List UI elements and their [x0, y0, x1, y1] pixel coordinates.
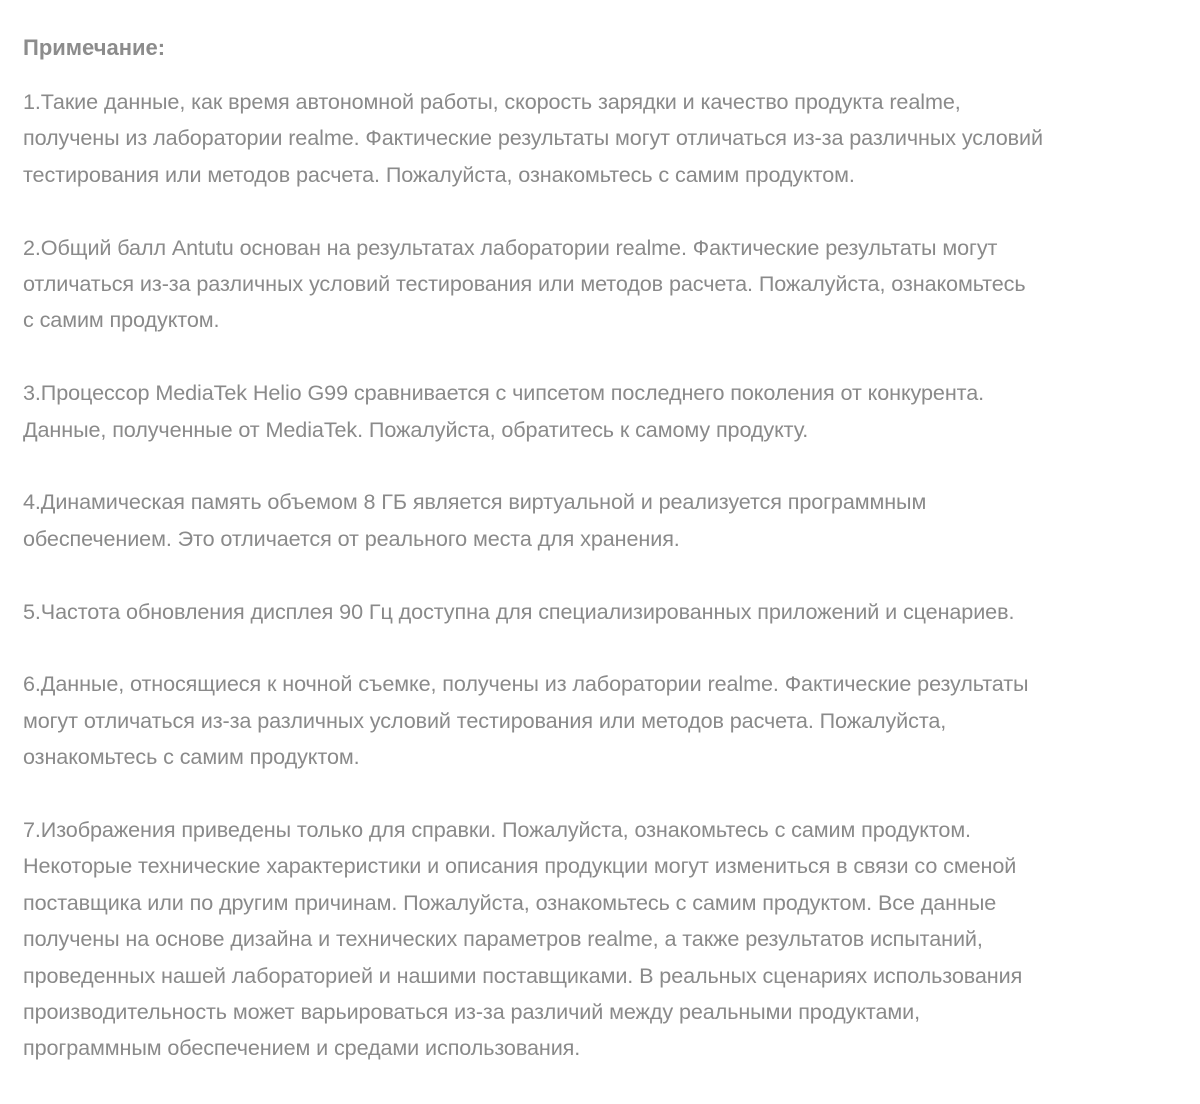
- note-line: 7.Изображения приведены только для справки. Пожалуйста, ознакомьтесь с самим продуктом.: [23, 817, 971, 843]
- note-line: ознакомьтесь с самим продуктом.: [23, 744, 360, 770]
- note-line: получены из лаборатории realme. Фактические результаты могут отличаться из-за различных условий: [23, 125, 1043, 151]
- note-item-7: [23, 812, 1188, 1067]
- note-line: 5.Частота обновления дисплея 90 Гц доступна для специализированных приложений и сценариев.: [23, 598, 1015, 624]
- note-line: Данные, полученные от MediaTek. Пожалуйста, обратитесь к самому продукту.: [23, 416, 809, 442]
- notes-section: [23, 30, 1188, 1103]
- note-line: с самим продуктом.: [23, 307, 220, 333]
- note-line: могут отличаться из-за различных условий тестирования или методов расчета. Пожалуйста,: [23, 707, 947, 733]
- note-line: 2.Общий балл Antutu основан на результатах лаборатории realme. Фактические результаты могут: [23, 234, 998, 260]
- note-line: 4.Динамическая память объемом 8 ГБ является виртуальной и реализуется программным: [23, 489, 927, 515]
- note-item-6: [23, 666, 1188, 775]
- note-line: Некоторые технические характеристики и описания продукции могут измениться в связи со сменой: [23, 853, 1017, 879]
- note-line: обеспечением. Это отличается от реального места для хранения.: [23, 525, 680, 551]
- note-item-5: [23, 594, 1188, 630]
- note-line: 6.Данные, относящиеся к ночной съемке, получены из лаборатории realme. Фактические результаты: [23, 671, 1029, 697]
- note-item-3: [23, 375, 1188, 448]
- note-line: отличаться из-за различных условий тестирования или методов расчета. Пожалуйста, ознакомьтесь: [23, 271, 1026, 297]
- note-item-1: [23, 84, 1188, 193]
- note-line: 1.Такие данные, как время автономной работы, скорость зарядки и качество продукта realme,: [23, 89, 961, 114]
- notes-title: Примечание:: [23, 35, 166, 60]
- note-item-4: [23, 484, 1188, 557]
- note-line: тестирования или методов расчета. Пожалуйста, ознакомьтесь с самим продуктом.: [23, 161, 855, 187]
- note-line: поставщика или по другим причинам. Пожалуйста, ознакомьтесь с самим продуктом. Все данные: [23, 889, 997, 915]
- note-line: программным обеспечением и средами использования.: [23, 1035, 581, 1061]
- note-line: проведенных нашей лабораторией и нашими поставщиками. В реальных сценариях использования: [23, 962, 1023, 988]
- note-line: 3.Процессор MediaTek Helio G99 сравнивается с чипсетом последнего поколения от конкурента.: [23, 380, 984, 406]
- note-line: получены на основе дизайна и технических параметров realme, а также результатов испытаний,: [23, 926, 983, 952]
- note-line: производительность может варьироваться из-за различий между реальными продуктами,: [23, 999, 920, 1025]
- note-item-2: [23, 230, 1188, 339]
